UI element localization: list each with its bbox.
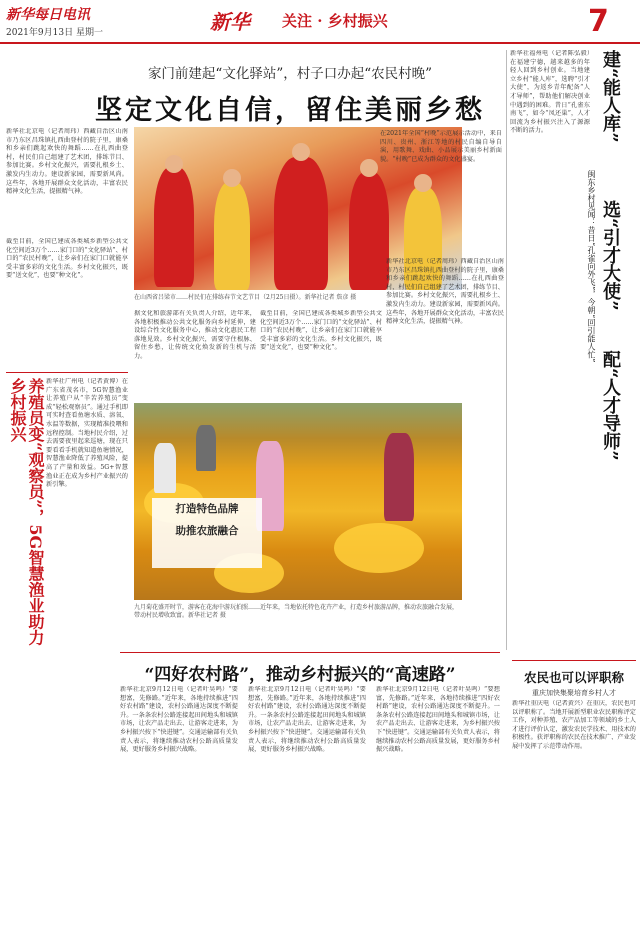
lead-photo-caption: 在山西省吕梁市……村民们在排练春节文艺节目（2月25日摄）。新华社记者 詹彦 摄 [134, 294, 357, 301]
inset-line-1: 打造特色品牌 [175, 503, 239, 515]
flower-photo-inset [152, 498, 262, 568]
lead-column-2: 截至目前，全国已建成各类城乡新型公共文化空间近3万个……家门口的“文化驿站”、村口的“农民村晚”，让乡亲们在家门口就能享受丰富多彩的文化生活。乡村文化振兴，既要“送文化”，也要“种文化”。 [6, 238, 128, 280]
xinhua-logo: 新华 [210, 10, 250, 34]
lead-headline: 坚定文化自信，留住美丽乡愁 [95, 95, 485, 126]
talent-headline-b: 选“引才大使” [600, 200, 621, 311]
talent-body: 新华社福州电（记者陈弘毅）在福建宁德，越来越多的年轻人回到乡村创业。当地建立乡村“能人库”，选聘“引才大使”，为返乡青年配备“人才导师”，帮助他们解决创业中遇到的困难。昔日“孔雀东南飞”，如今“凤还巢”，人才回流为乡村振兴注入了源源不断的活力。 [510, 50, 590, 135]
lead-column-4b: 截至目前，全国已建成各类城乡新型公共文化空间近3万个……家门口的“文化驿站”、村口的“农民村晚”，让乡亲们在家门口就能享受丰富多彩的文化生活。乡村文化振兴，既要“送文化”，也要“种文化”。 [260, 310, 382, 352]
masthead [0, 0, 640, 44]
road-body-1: 新华社北京9月12日电（记者叶昊鸣）“要想富，先修路。”近年来，各地持续推进“四好农村路”建设，农村公路通达深度不断提升。一条条农村公路连接起田间地头和城镇市场，让农产品走出去、让游客走进来，为乡村振兴按下“快进键”。交通运输部有关负责人表示，将继续推动农村公路高质量发展，更好服务乡村振兴战略。 [120, 686, 238, 754]
talent-headline-c: 配“人才导师” [600, 350, 621, 461]
inset-line-2: 助推农旅融合 [175, 525, 239, 537]
page-number: 7 [588, 4, 609, 39]
flower-photo-caption: 九月菊花盛开时节，游客在花海中游玩拍照……近年来，当地依托特色花卉产业，打造乡村旅游品牌，推动农旅融合发展，带动村民增收致富。新华社记者 摄 [134, 604, 459, 619]
lead-column-5: 新华社北京电（记者周玮）西藏自治区山南市乃东区昌珠镇扎西曲登村的院子里，康桑和乡亲们跳起欢快的舞蹈……在扎西曲登村，村民们自己组建了艺术团，排练节目、参加比赛。乡村文化振兴，需要扎根乡土、激发内生动力。建设新家园，需要新风尚。这些年，各地开展群众文化活动，丰富农民精神文化生活，提振精气神。 [386, 258, 504, 326]
road-headline: “四好农村路”，推动乡村振兴的“高速路” [144, 665, 456, 685]
rural-body: 新华社重庆电（记者黄兴）在重庆，农民也可以评职称了。当地开展新型职业农民职称评定工作，对种养殖、农产品加工等领域的乡土人才进行评价认定，激发农民学技术、用技术的积极性。获评职称的农民在技术推广、产业发展中发挥了示范带动作用。 [512, 700, 636, 750]
section-title: 关注 · 乡村振兴 [282, 12, 388, 30]
lead-column-3: 在2021年全国“村晚”示范展示活动中，来自四川、贵州、浙江等地的村民自编自导自演，用歌舞、戏曲、小品展示美丽乡村新面貌。“村晚”已成为群众的文化盛宴。 [380, 130, 502, 163]
lead-column-4: 据文化和旅游部有关负责人介绍，近年来，各地积极推动公共文化服务向乡村延伸，建设综合性文化服务中心，推动文化惠民工程落地见效。乡村文化振兴，需要守住根脉、留住乡愁，让传统文化焕发新的生机与活力。 [134, 310, 256, 360]
talent-subhead: 闽东乡村见闻：昔日“孔雀向外飞”，今朝“回引能人忙” [587, 170, 596, 363]
talent-headline-a: 建“能人库” [600, 50, 621, 143]
issue-date: 2021年9月13日 星期一 [6, 28, 103, 38]
fish-body: 新华社广州电（记者黄博）在广东省茂名市，5G智慧渔业让养殖户从“辛苦养殖员”变成“轻松观察员”。通过手机即可实时查看鱼塘水质、溶氧、水温等数据，实现精准投喂和远程控制。当地村民介绍，过去需要夜里起来巡塘，现在只要看看手机就知道鱼塘情况，智慧渔业降低了养殖风险，提高了产量和效益。5G+智慧渔业正在成为乡村产业振兴的新引擎。 [46, 378, 128, 489]
lead-kicker: 家门前建起“文化驿站”，村子口办起“农民村晚” [147, 66, 433, 82]
rural-subhead: 重庆加快集聚培育乡村人才 [532, 689, 616, 697]
lead-column-1: 新华社北京电（记者周玮）西藏自治区山南市乃东区昌珠镇扎西曲登村的院子里，康桑和乡亲们跳起欢快的舞蹈……在扎西曲登村，村民们自己组建了艺术团，排练节目、参加比赛。乡村文化振兴，需要扎根乡土、激发内生动力。建设新家园，需要新风尚。这些年，各地开展群众文化活动，丰富农民精神文化生活，提振精气神。 [6, 128, 128, 196]
rural-headline: 农民也可以评职称 [523, 670, 624, 685]
road-body-3: 新华社北京9月12日电（记者叶昊鸣）“要想富，先修路。”近年来，各地持续推进“四好农村路”建设，农村公路通达深度不断提升。一条条农村公路连接起田间地头和城镇市场，让农产品走出去、让游客走进来，为乡村振兴按下“快进键”。交通运输部有关负责人表示，将继续推动农村公路高质量发展，更好服务乡村振兴战略。 [376, 686, 500, 754]
road-body-2: 新华社北京9月12日电（记者叶昊鸣）“要想富，先修路。”近年来，各地持续推进“四好农村路”建设，农村公路通达深度不断提升。一条条农村公路连接起田间地头和城镇市场，让农产品走出去、让游客走进来，为乡村振兴按下“快进键”。交通运输部有关负责人表示，将继续推动农村公路高质量发展，更好服务乡村振兴战略。 [248, 686, 366, 754]
fish-headline: 养殖员变“观察员”，5G智慧渔业助力乡村振兴 [8, 378, 45, 646]
paper-name: 新华每日电讯 [6, 7, 90, 23]
